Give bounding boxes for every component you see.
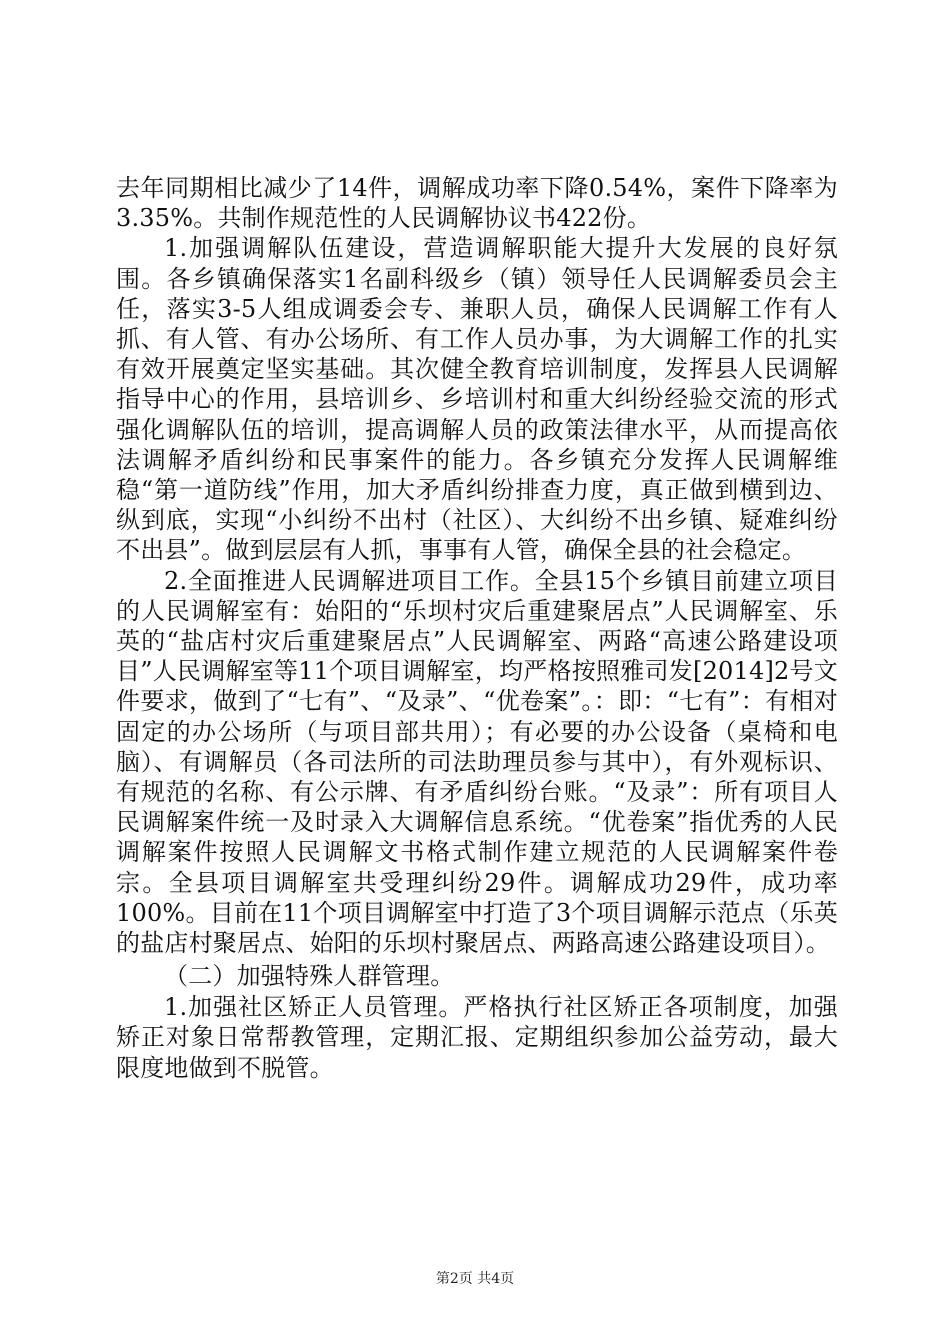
section-heading-special-groups: （二）加强特殊人群管理。 [164,962,455,991]
page-number-footer: 第2页 共4页 [435,1271,515,1287]
paragraph-continuation: 去年同期相比减少了14件，调解成功率下降0.54%，案件下降率为3.35%。共制作规范性的人民调解协议书422份。 [116,174,838,233]
document-body [116,173,838,1083]
paragraph-team-building: 1.加强调解队伍建设，营造调解职能大提升大发展的良好氛围。各乡镇确保落实1名副科级乡（镇）领导任人民调解委员会主任，落实3-5人组成调委会专、兼职人员，确保人民调解工作有人抓、有人管、有办公场所、有工作人员办事，为大调解工作的扎实有效开展奠定坚实基础。其次健全教育培训制度，发挥县人民调解指导中心的作用，县培训乡、乡培训村和重大纠纷经验交流的形式强化调解队伍的培训，提高调解人员的政策法律水平，从而提高依法调解矛盾纠纷和民事案件的能力。各乡镇充分发挥人民调解维稳“第一道防线”作用，加大矛盾纠纷排查力度，真正做到横到边、纵到底，实现“小纠纷不出村（社区）、大纠纷不出乡镇、疑难纠纷不出县”。做到层层有人抓，事事有人管，确保全县的社会稳定。 [116,234,838,565]
paragraph-project-mediation: 2.全面推进人民调解进项目工作。全县15个乡镇目前建立项目的人民调解室有：始阳的“乐坝村灾后重建聚居点”人民调解室、乐英的“盐店村灾后重建聚居点”人民调解室、两路“高速公路建设项目”人民调解室等11个项目调解室，均严格按照雅司发[2014]2号文件要求，做到了“七有”、“及录”、“优卷案”。：即：“七有”：有相对固定的办公场所（与项目部共用）；有必要的办公设备（桌椅和电脑）、有调解员（各司法所的司法助理员参与其中），有外观标识、有规范的名称、有公示牌、有矛盾纠纷台账。“及录”：所有项目人民调解案件统一及时录入大调解信息系统。“优卷案”指优秀的人民调解案件按照人民调解文书格式制作建立规范的人民调解案件卷宗。全县项目调解室共受理纠纷29件。调解成功29件，成功率100%。目前在11个项目调解室中打造了3个项目调解示范点（乐英的盐店村聚居点、始阳的乐坝村聚居点、两路高速公路建设项目）。 [116,566,838,958]
paragraph-community-correction: 1.加强社区矫正人员管理。严格执行社区矫正各项制度，加强矫正对象日常帮教管理，定期汇报、定期组织参加公益劳动，最大限度地做到不脱管。 [116,993,838,1082]
